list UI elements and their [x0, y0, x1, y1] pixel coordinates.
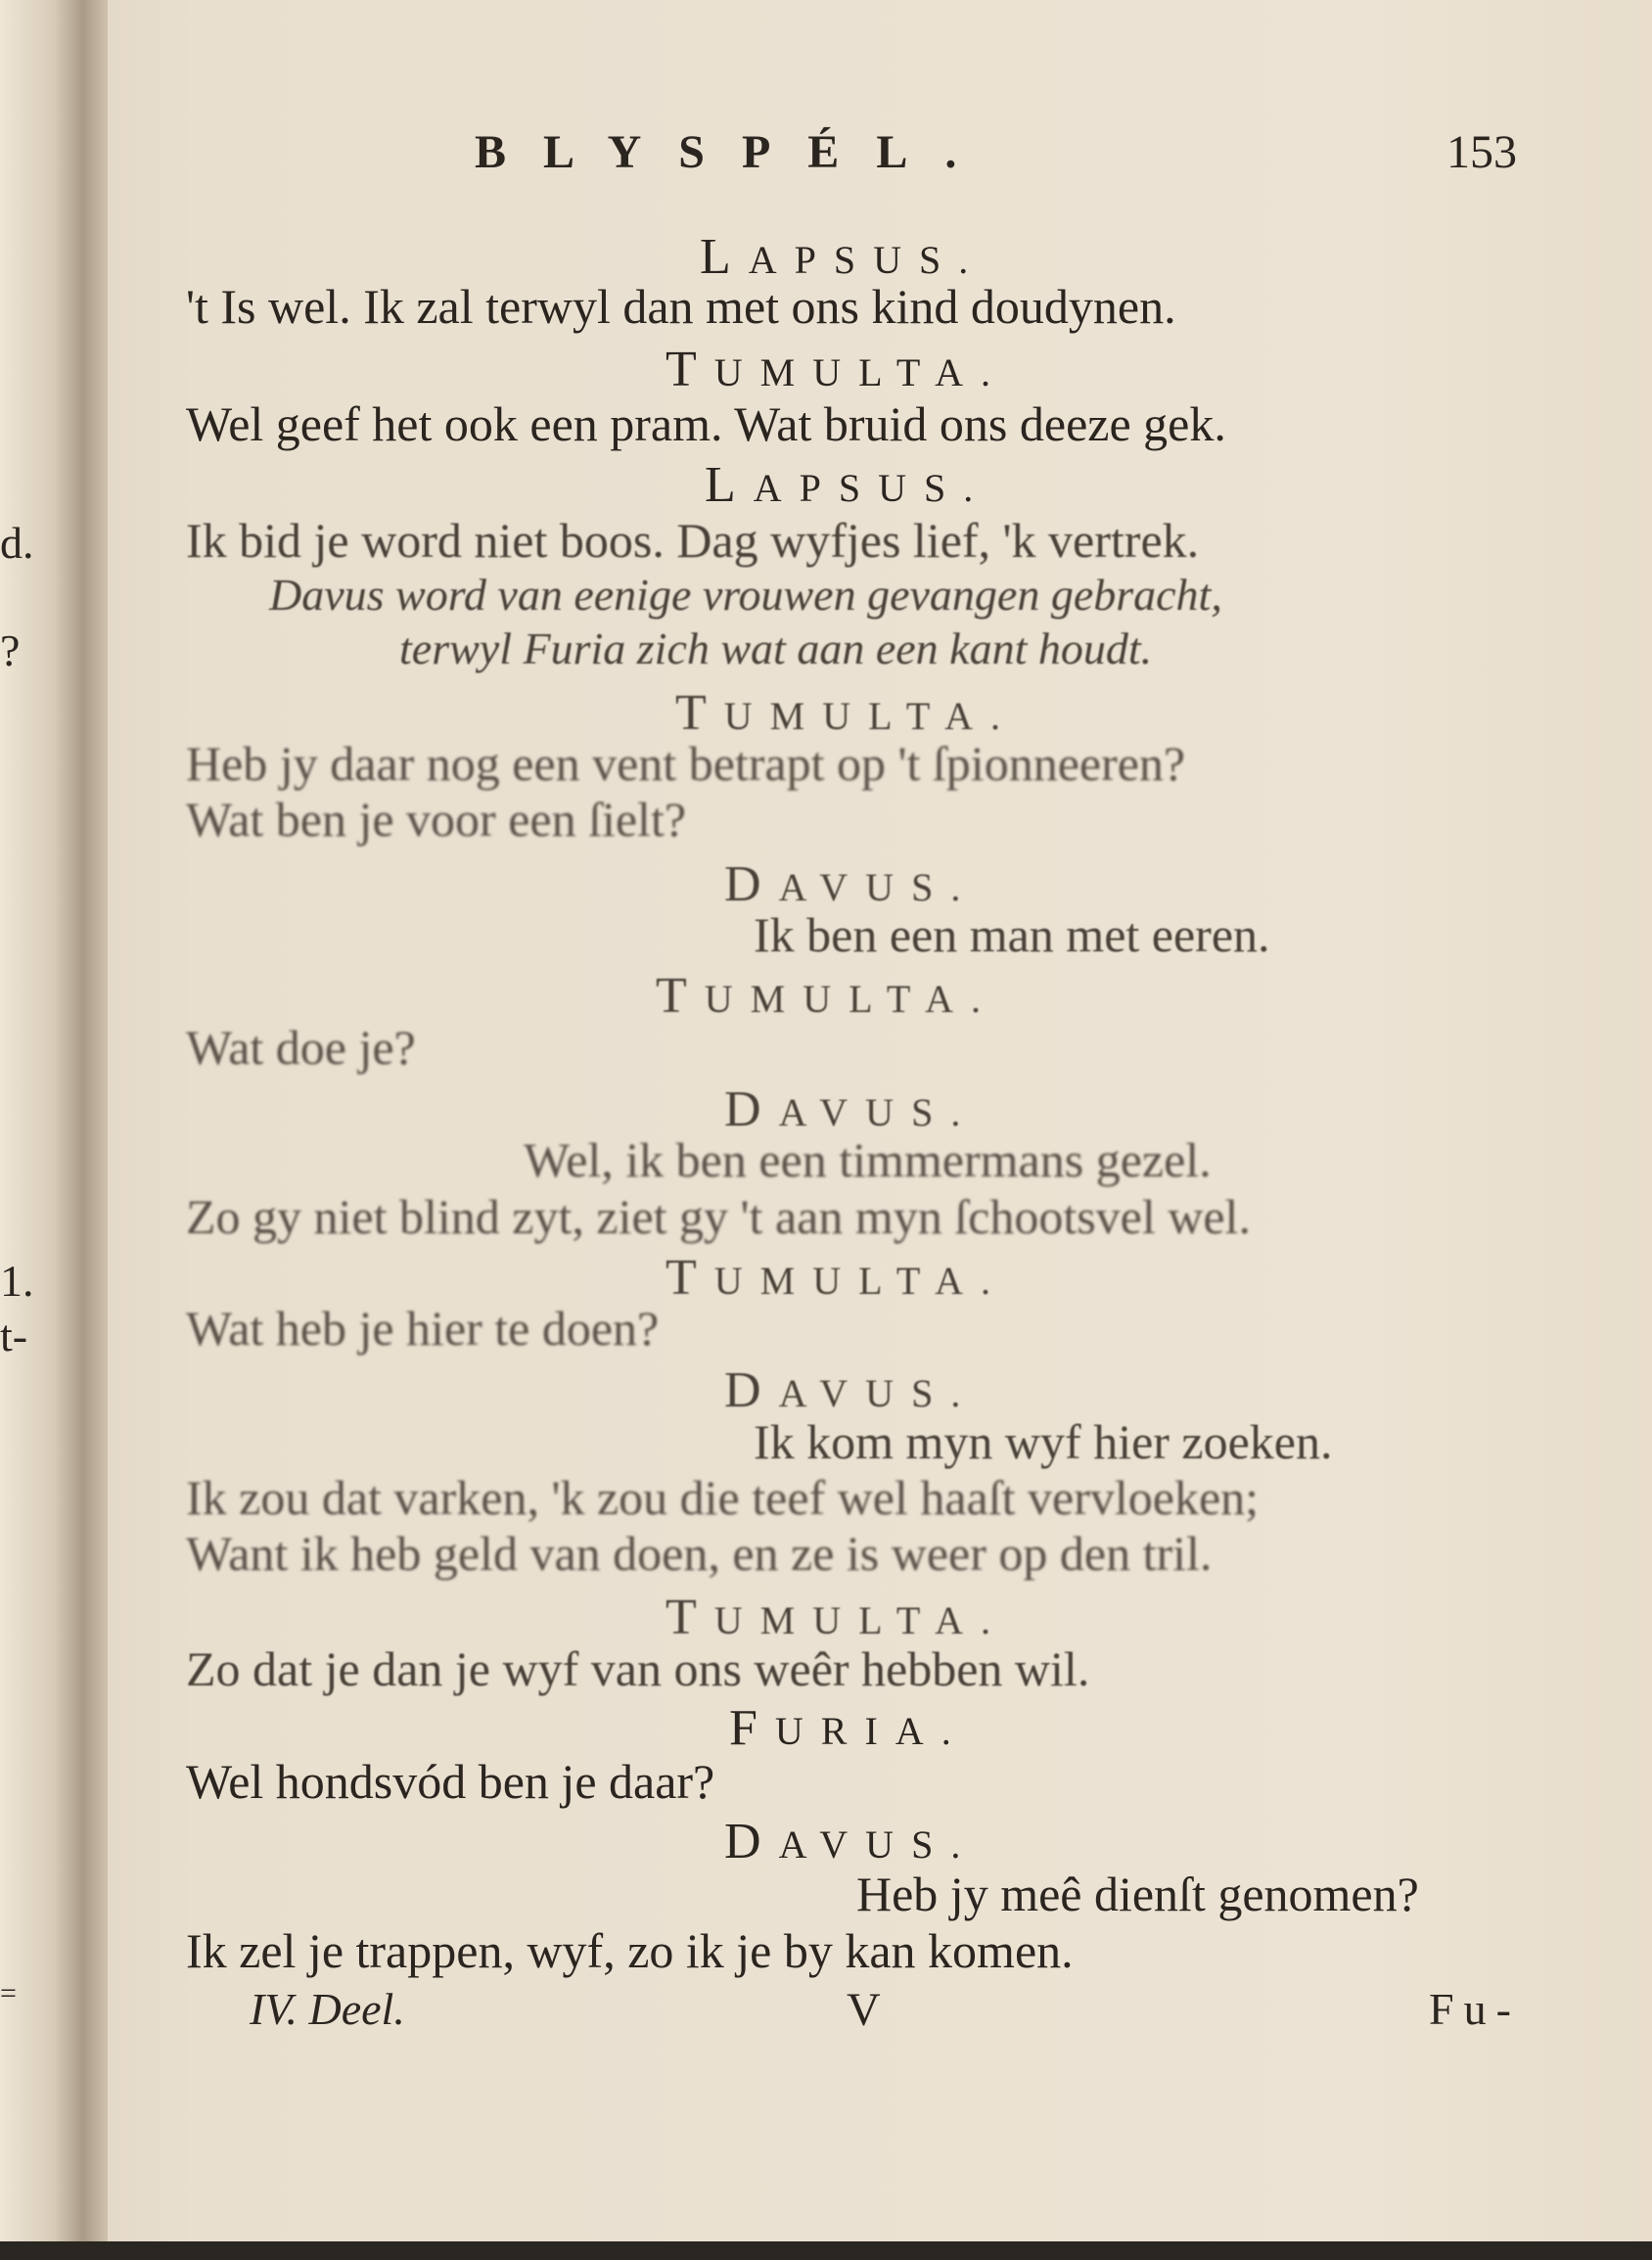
speaker-heading: TUMULTA. [665, 1590, 1008, 1645]
speaker-heading: LAPSUS. [700, 229, 987, 285]
page-number: 153 [1446, 126, 1517, 178]
speaker-heading: DAVUS. [724, 1362, 979, 1418]
gutter-fragment: t- [0, 1311, 28, 1361]
verse-line: Wat ben je voor een ſielt? [186, 792, 687, 847]
running-header: BLYSPÉL. [475, 126, 994, 178]
verse-line: Ik ben een man met eeren. [754, 907, 1270, 962]
verse-line: Ik zou dat varken, 'k zou die teef wel haaſt vervloeken; [186, 1470, 1260, 1525]
verse-line: Zo gy niet blind zyt, ziet gy 't aan myn ſchootsvel wel. [186, 1189, 1251, 1244]
verse-line: 't Is wel. Ik zal terwyl dan met ons kind doudynen. [186, 279, 1176, 334]
speaker-heading: DAVUS. [724, 1082, 979, 1137]
verse-line: Heb jy daar nog een vent betrapt op 't ſpionneeren? [186, 736, 1186, 791]
speaker-heading: FURIA. [729, 1700, 969, 1756]
speaker-heading: DAVUS. [724, 1814, 979, 1869]
verse-line: Want ik heb geld van doen, en ze is weer op den tril. [186, 1526, 1213, 1581]
scan-edge [0, 2241, 1652, 2260]
speaker-heading: DAVUS. [724, 856, 979, 912]
verse-line: Ik zel je trappen, wyf, zo ik je by kan komen. [186, 1923, 1074, 1978]
signature-mark: V [847, 1984, 881, 2036]
volume-marker: IV. Deel. [250, 1984, 405, 2034]
facing-page-gutter [0, 0, 108, 2241]
speaker-heading: TUMULTA. [675, 685, 1018, 741]
verse-line: Wel, ik ben een timmermans gezel. [524, 1132, 1212, 1187]
gutter-fragment: 1. [0, 1256, 34, 1306]
catchword: Fu- [1429, 1984, 1521, 2034]
verse-line: Wel hondsvód ben je daar? [186, 1754, 715, 1809]
speaker-heading: TUMULTA. [665, 342, 1008, 397]
verse-line: Heb jy meê dienſt genomen? [856, 1867, 1419, 1921]
verse-line: Ik kom myn wyf hier zoeken. [754, 1414, 1333, 1469]
verse-line: Wel geef het ook een pram. Wat bruid ons deeze gek. [186, 396, 1226, 451]
speaker-heading: LAPSUS. [705, 457, 991, 513]
verse-line: Wat heb je hier te doen? [186, 1301, 660, 1356]
verse-line: Ik bid je word niet boos. Dag wyfjes lief, 'k vertrek. [186, 513, 1200, 568]
verse-line: Zo dat je dan je wyf van ons weêr hebben wil. [186, 1641, 1090, 1696]
verse-line: Wat doe je? [186, 1020, 416, 1075]
gutter-fragment: ? [0, 625, 21, 675]
gutter-fragment: = [0, 1977, 17, 2009]
gutter-fragment: d. [0, 518, 34, 568]
speaker-heading: TUMULTA. [656, 968, 998, 1024]
stage-direction: terwyl Furia zich wat aan een kant houdt. [399, 623, 1153, 673]
speaker-heading: TUMULTA. [665, 1250, 1008, 1306]
stage-direction: Davus word van eenige vrouwen gevangen gebracht, [269, 570, 1222, 620]
